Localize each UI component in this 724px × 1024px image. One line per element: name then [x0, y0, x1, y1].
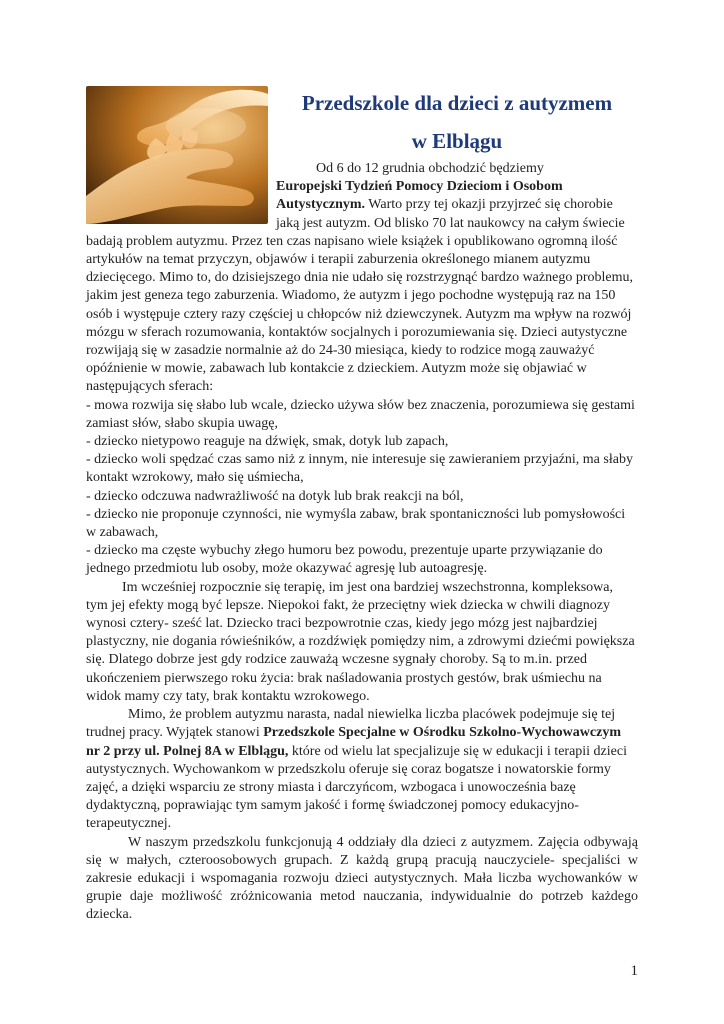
intro-text: Warto przy tej okazji przyjrzeć się chorobie jaką jest autyzm. Od blisko 70 lat naukowcy na całym świecie badają problem autyzmu. Przez ten czas napisano wiele książek i opublikowano ogromną ilość artykułów na temat przyczyn, objawów i terapii zaburzenia określonego mianem autyzmu dziecięcego. Mimo to, do dzisiejszego dnia nie udało się rozstrzygnąć bardzo ważnego problemu, jakim jest geneza tego zaburzenia. Wiadomo, że autyzm i jego pochodne występują raz na 150 osób i występuje cztery razy częściej u chłopców niż dziewczynek. Autyzm ma wpływ na rozwój mózgu w sferach rozumowania, kontaktów socjalnych i porozumiewania się. Dzieci autystyczne rozwijają się w zasadzie normalnie aż do 24-30 miesiąca, kiedy to rodzice mogą zauważyć opóźnienie w mowie, zabawach lub kontakcie z dzieckiem. Autyzm może się objawiać w następujących sferach:: [86, 197, 633, 395]
title-line-1: Przedszkole dla dzieci z autyzmem: [301, 91, 613, 115]
list-item: - dziecko nie proponuje czynności, nie wymyśla zabaw, brak spontaniczności lub pomysłowości w zabawach,: [86, 506, 626, 541]
para3-text-b: które od wielu lat specjalizuje się w edukacji i terapii dzieci autystycznych. Wychowankom w przedszkolu oferuje się coraz bogatsze i nowatorskie formy zajęć, a dzięki wsparciu ze strony miasta i darczyńcom, wzbogaca i unowocześnia bazę dydaktyczną, poprawiając tym samym jakość i formę świadczonej pomocy edukacyjno-terapeutycznej.: [86, 743, 627, 832]
intro-bold: Europejski Tydzień Pomocy Dzieciom i Osobom Autystycznym.: [276, 179, 563, 213]
list-item: - dziecko odczuwa nadwrażliwość na dotyk lub brak reakcji na ból,: [86, 488, 464, 504]
list-item: - mowa rozwija się słabo lub wcale, dziecko używa słów bez znaczenia, porozumiewa się gestami zamiast słów, słabo skupia uwagę,: [86, 397, 635, 431]
list-item: - dziecko nietypowo reaguje na dźwięk, smak, dotyk lub zapach,: [86, 434, 449, 450]
paragraph-kindergarten: [86, 706, 638, 833]
intro-first-line: Od 6 do 12 grudnia obchodzić będziemy: [316, 161, 544, 176]
article-body: [86, 160, 638, 925]
image-wrap-space: [86, 160, 276, 232]
list-item: - dziecko ma częste wybuchy złego humoru bez powodu, prezentuje uparte przywiązanie do jednego przedmiotu lub osoby, może okazywać agresję lub autoagresję.: [86, 543, 603, 577]
paragraph-therapy: Im wcześniej rozpocznie się terapię, im jest ona bardziej wszechstronna, kompleksowa, tym jej efekty mogą być lepsze. Niepokoi fakt, że przeciętny wiek dziecka w chwili diagnozy wynosi cztery- sześć lat. Dziecko traci bezpowrotnie czas, kiedy jego mózg jest najbardziej plastyczny, nie dogania rówieśników, a rozdźwięk pomiędzy nim, a zdrowymi dziećmi powiększa się. Dlatego dobrze jest gdy rodzice zauważą wczesne sygnały choroby. Są to m.in. przed ukończeniem pierwszego roku życia: brak naśladowania prostych gestów, brak uśmiechu na widok mamy czy taty, brak kontaktu wzrokowego.: [86, 579, 635, 704]
title-line-2: w Elblągu: [411, 129, 503, 153]
para3-text-a: Mimo, że problem autyzmu narasta, nadal niewielka liczba placówek podejmuje się tej trudnej pracy. Wyjątek stanowi: [86, 707, 616, 741]
page-number: 1: [630, 963, 638, 979]
paragraph-groups: W naszym przedszkolu funkcjonują 4 oddziały dla dzieci z autyzmem. Zajęcia odbywają się w małych, czteroosobowych grupach. Z każdą grupą pracują nauczyciele- specjaliści w zakresie edukacji i wspomagania rozwoju dzieci autystycznych. Mała liczba wychowanków w grupie daje możliwość zróżnicowania metod nauczania, indywidualnie do potrzeb każdego dziecka.: [86, 834, 638, 923]
page-title: [276, 84, 638, 160]
para3-bold: Przedszkole Specjalne w Ośrodku Szkolno-Wychowawczym nr 2 przy ul. Polnej 8A w Elblągu,: [86, 725, 621, 759]
list-item: - dziecko woli spędzać czas samo niż z innym, nie interesuje się zawieraniem przyjaźni, ma słaby kontakt wzrokowy, mało się uśmiecha,: [86, 452, 633, 486]
